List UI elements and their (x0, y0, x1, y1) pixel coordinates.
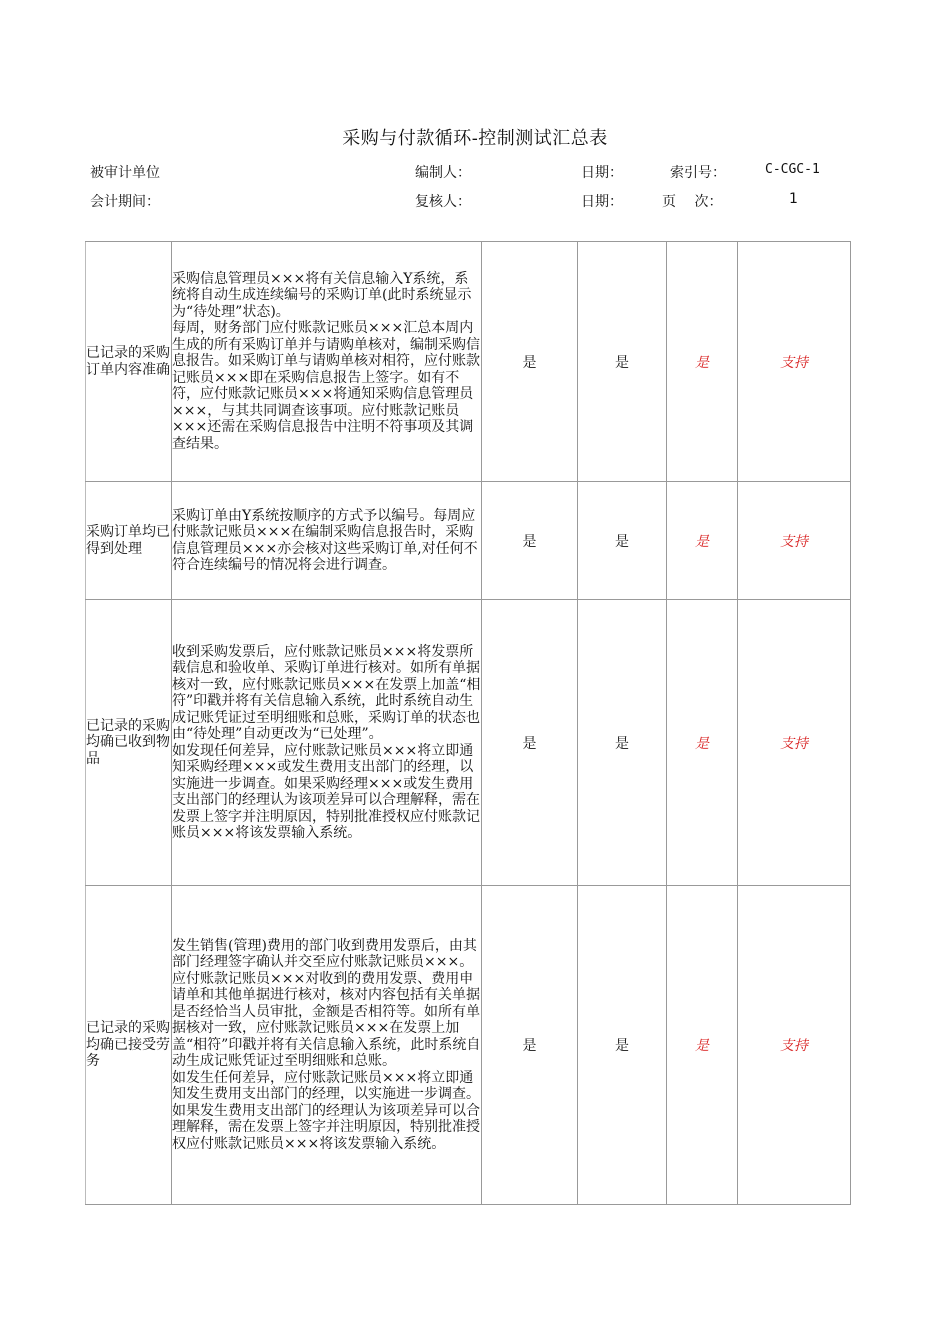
result-cell: 是 (578, 242, 667, 482)
preparer-label: 编制人： (415, 165, 471, 181)
conclusion-cell: 是 (667, 886, 738, 1205)
audited-unit-label: 被审计单位 (90, 165, 160, 181)
control-description: 发生销售(管理)费用的部门收到费用发票后，由其部门经理签字确认并交至应付账款记账员×××。 应付账款记账员×××对收到的费用发票、费用申请单和其他单据进行核对，核对内容包括有关单据是否经恰当人员审批，金额是否相符等。如所有单据核对一致，应付账款记账员×××在发票上加盖“相符”印戳并将有关信息输入系统，此时系统自动生成记账凭证过至明细账和总账。 如发生任何差异，应付账款记账员×××将立即通知发生费用支出部门的经理，以实施进一步调查。如果发生费用支出部门的经理认为该项差异可以合理解释，需在发票上签字并注明原因，特别批准授权应付账款记账员×××将该发票输入系统。 (172, 886, 482, 1205)
control-description: 采购信息管理员×××将有关信息输入Y系统，系统将自动生成连续编号的采购订单(此时系统显示为“待处理”状态)。 每周，财务部门应付账款记账员×××汇总本周内生成的所有采购订单并与请购单核对，编制采购信息报告。如采购订单与请购单核对相符，应付账款记账员×××即在采购信息报告上签字。如有不符，应付账款记账员×××将通知采购信息管理员×××，与其共同调查该事项。应付账款记账员×××还需在采购信息报告中注明不符事项及其调查结果。 (172, 242, 482, 482)
table-row (86, 242, 851, 482)
control-test-table (85, 241, 851, 1205)
conclusion-cell: 是 (667, 600, 738, 886)
page-value: 1 (789, 191, 798, 207)
result-cell: 是 (578, 482, 667, 600)
result-cell: 是 (482, 600, 578, 886)
result-cell: 是 (578, 600, 667, 886)
date-label-1: 日期： (581, 165, 623, 181)
result-cell: 是 (482, 886, 578, 1205)
conclusion-cell: 是 (667, 242, 738, 482)
support-cell: 支持 (738, 242, 851, 482)
page-label: 页 次： (662, 194, 723, 210)
support-cell: 支持 (738, 886, 851, 1205)
table-row (86, 482, 851, 600)
result-cell: 是 (482, 242, 578, 482)
page-title: 采购与付款循环-控制测试汇总表 (342, 128, 608, 149)
result-cell: 是 (578, 886, 667, 1205)
support-cell: 支持 (738, 482, 851, 600)
table-row (86, 886, 851, 1205)
control-objective: 已记录的采购均确已收到物品 (86, 600, 172, 886)
control-objective: 已记录的采购均确已接受劳务 (86, 886, 172, 1205)
index-value: C-CGC-1 (765, 162, 820, 177)
table-row (86, 600, 851, 886)
control-objective: 采购订单均已得到处理 (86, 482, 172, 600)
control-description: 收到采购发票后，应付账款记账员×××将发票所载信息和验收单、采购订单进行核对。如所有单据核对一致，应付账款记账员×××在发票上加盖“相符”印戳并将有关信息输入系统，此时系统自动生成记账凭证过至明细账和总账，采购订单的状态也由“待处理”自动更改为“已处理”。 如发现任何差异，应付账款记账员×××将立即通知采购经理×××或发生费用支出部门的经理，以实施进一步调查。如果采购经理×××或发生费用支出部门的经理认为该项差异可以合理解释，需在发票上签字并注明原因，特别批准授权应付账款记账员×××将该发票输入系统。 (172, 600, 482, 886)
period-label: 会计期间： (90, 194, 160, 210)
date-label-2: 日期： (581, 194, 623, 210)
result-cell: 是 (482, 482, 578, 600)
conclusion-cell: 是 (667, 482, 738, 600)
control-objective: 已记录的采购订单内容准确 (86, 242, 172, 482)
support-cell: 支持 (738, 600, 851, 886)
index-label: 索引号： (670, 165, 726, 181)
reviewer-label: 复核人： (415, 194, 471, 210)
control-description: 采购订单由Y系统按顺序的方式予以编号。每周应付账款记账员×××在编制采购信息报告时，采购信息管理员×××亦会核对这些采购订单,对任何不符合连续编号的情况将会进行调查。 (172, 482, 482, 600)
